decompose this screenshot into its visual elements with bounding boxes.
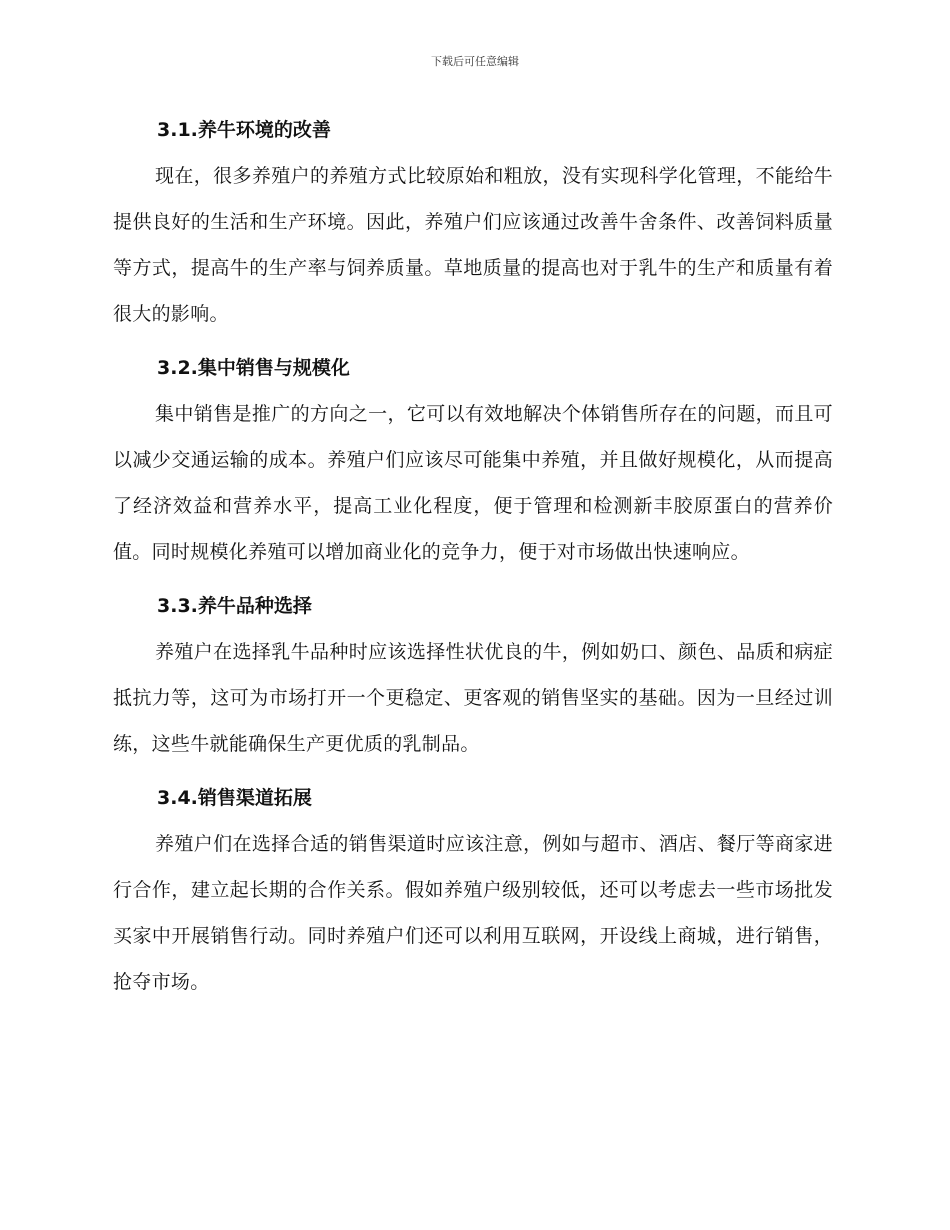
section-heading: 3.1.养牛环境的改善 [157,119,331,141]
section-heading: 3.4.销售渠道拓展 [157,787,312,809]
section-paragraph: 集中销售是推广的方向之一，它可以有效地解决个体销售所存在的问题，而且可以减少交通运输的成本。养殖户们应该尽可能集中养殖，并且做好规模化，从而提高了经济效益和营养水平，提高工业化程度，便于管理和检测新丰胶原蛋白的营养价值。同时规模化养殖可以增加商业化的竞争力，便于对市场做出快速响应。 [113,403,833,563]
section-paragraph: 养殖户们在选择合适的销售渠道时应该注意，例如与超市、酒店、餐厅等商家进行合作，建立起长期的合作关系。假如养殖户级别较低，还可以考虑去一些市场批发买家中开展销售行动。同时养殖户们还可以利用互联网，开设线上商城，进行销售，抢夺市场。 [113,833,833,993]
section-heading: 3.3.养牛品种选择 [157,595,312,617]
document-content [113,107,833,1013]
section-3-1 [113,107,833,337]
section-3-3 [113,583,833,767]
section-3-4 [113,775,833,1005]
page-header: 下载后可任意编辑 [431,55,519,68]
section-paragraph: 养殖户在选择乳牛品种时应该选择性状优良的牛，例如奶口、颜色、品质和病症抵抗力等，这可为市场打开一个更稳定、更客观的销售坚实的基础。因为一旦经过训练，这些牛就能确保生产更优质的乳制品。 [113,641,833,755]
section-3-2 [113,345,833,575]
section-paragraph: 现在，很多养殖户的养殖方式比较原始和粗放，没有实现科学化管理，不能给牛提供良好的生活和生产环境。因此，养殖户们应该通过改善牛舍条件、改善饲料质量等方式，提高牛的生产率与饲养质量。草地质量的提高也对于乳牛的生产和质量有着很大的影响。 [113,165,833,325]
section-heading: 3.2.集中销售与规模化 [157,357,350,379]
